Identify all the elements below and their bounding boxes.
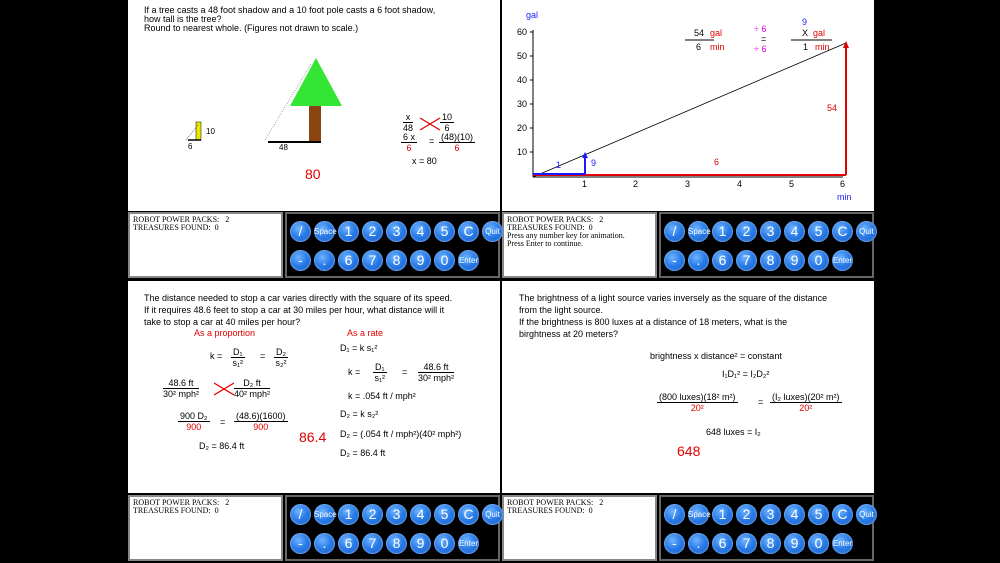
problem-text-line-1: The distance needed to stop a car varies directly with the square of its speed. — [144, 293, 453, 303]
key-0[interactable]: 0 — [808, 250, 829, 271]
key-8[interactable]: 8 — [760, 533, 781, 554]
x-tick-1: 1 — [582, 179, 588, 189]
status-box-bottom-right — [502, 495, 657, 561]
equals-sign: = — [429, 136, 435, 146]
pole-height-label: 10 — [206, 127, 215, 136]
rate-num: 54 — [694, 28, 705, 38]
rate-num-unit: gal — [710, 28, 723, 38]
problem-text-line-2: how tall is the tree? — [144, 14, 222, 24]
enter-key[interactable]: Enter — [832, 533, 853, 554]
divide-key[interactable]: / — [290, 221, 311, 242]
key-8[interactable]: 8 — [760, 250, 781, 271]
problem-text-line-3: Round to nearest whole. (Figures not drawn to scale.) — [144, 23, 359, 33]
rate-line-6: D₂ = 86.4 ft — [340, 448, 386, 458]
key-7[interactable]: 7 — [362, 533, 383, 554]
divide-key[interactable]: / — [664, 504, 685, 525]
answer-value: 80 — [305, 166, 321, 182]
key-7[interactable]: 7 — [736, 250, 757, 271]
x-tick-5: 5 — [789, 179, 795, 189]
key-7[interactable]: 7 — [362, 250, 383, 271]
key-8[interactable]: 8 — [386, 533, 407, 554]
problem-text-line-3: If the brightness is 800 luxes at a distance of 18 meters, what is the — [519, 317, 788, 327]
x-result-line: x = 80 — [412, 156, 437, 166]
decimal-key[interactable]: . — [314, 250, 335, 271]
animation-hint: Press any number key for animation. — [507, 231, 625, 240]
decimal-key[interactable]: . — [688, 533, 709, 554]
power-packs-row: ROBOT POWER PACKS: 2 — [507, 215, 604, 224]
result-num-unit: gal — [813, 28, 826, 38]
status-box-top-right — [502, 212, 657, 278]
key-1[interactable]: 1 — [338, 504, 359, 525]
answer-value: 86.4 — [299, 429, 327, 445]
key-6[interactable]: 6 — [712, 533, 733, 554]
key-5[interactable]: 5 — [808, 221, 829, 242]
cross-mult-x — [214, 381, 234, 397]
key-5[interactable]: 5 — [434, 221, 455, 242]
divide-key[interactable]: / — [664, 221, 685, 242]
rate-line-2-k: k = — [348, 367, 361, 377]
fraction-d1-s1sq: $\frac{\text{D₁}}{\text{s₁²}}$ — [232, 347, 244, 368]
rate-line-1: D₁ = k s₁² — [340, 343, 378, 353]
clear-key[interactable]: C — [458, 504, 479, 525]
rate-equals: = — [761, 34, 767, 44]
problem-text-line-2: from the light source. — [519, 305, 604, 315]
key-4[interactable]: 4 — [410, 221, 431, 242]
equation-1: brightness x distance² = constant — [650, 351, 782, 361]
power-packs-row: ROBOT POWER PACKS: 2 — [133, 498, 230, 507]
y-tick-30: 30 — [517, 99, 528, 109]
x-axis-unit: min — [837, 192, 852, 202]
run-label-big: 6 — [714, 157, 720, 167]
key-3[interactable]: 3 — [760, 221, 781, 242]
key-5[interactable]: 5 — [434, 504, 455, 525]
tree-canopy — [290, 58, 342, 106]
x-tick-3: 3 — [685, 179, 691, 189]
key-6[interactable]: 6 — [338, 533, 359, 554]
space-key[interactable]: Space — [688, 504, 709, 525]
key-9[interactable]: 9 — [410, 533, 431, 554]
key-4[interactable]: 4 — [410, 504, 431, 525]
fraction-d2-s2sq: $\frac{\text{D₂}}{\text{s₂²}}$ — [275, 347, 287, 368]
y-tick-50: 50 — [517, 51, 528, 61]
rate-line — [533, 43, 846, 177]
fraction-product-over-900: $\frac{(48.6)(1600)}{900}$ — [236, 411, 286, 432]
y-tick-40: 40 — [517, 75, 528, 85]
status-box-bottom-left — [128, 495, 283, 561]
rate-den: 6 — [696, 42, 702, 52]
minus-key[interactable]: - — [290, 250, 311, 271]
key-9[interactable]: 9 — [784, 533, 805, 554]
rate-line-5: D₂ = (.054 ft / mph²)(40² mph²) — [340, 429, 462, 439]
heading-proportion: As a proportion — [194, 328, 256, 338]
decimal-key[interactable]: . — [314, 533, 335, 554]
x-tick-6: 6 — [840, 179, 846, 189]
result-num: X — [802, 28, 809, 38]
clear-key[interactable]: C — [458, 221, 479, 242]
problem-text-line-1: The brightness of a light source varies inversely as the square of the distance — [519, 293, 828, 303]
key-3[interactable]: 3 — [386, 221, 407, 242]
key-1[interactable]: 1 — [338, 221, 359, 242]
rate-line-3: k = .054 ft / mph² — [348, 391, 416, 401]
panel-stopping-distance — [128, 281, 500, 493]
rate-line-4: D₂ = k s₂² — [340, 409, 379, 419]
key-1[interactable]: 1 — [712, 221, 733, 242]
rate-equals: = — [402, 367, 408, 377]
key-6[interactable]: 6 — [338, 250, 359, 271]
fraction-48-6-over-30sq: 48.6 ft 30² mph² — [163, 378, 200, 399]
rise-label-small: 9 — [591, 158, 597, 168]
key-7[interactable]: 7 — [736, 533, 757, 554]
quit-key[interactable]: Quit — [482, 221, 503, 242]
divide-key[interactable]: / — [290, 504, 311, 525]
key-0[interactable]: 0 — [434, 533, 455, 554]
equation-4: 648 luxes = I₂ — [706, 427, 761, 437]
problem-text-line-4: birghtness at 20 meters? — [519, 329, 619, 339]
fraction-10-over-6: $\frac{10}{6}$ — [442, 112, 453, 133]
enter-key[interactable]: Enter — [832, 250, 853, 271]
tree-trunk — [309, 106, 321, 142]
treasures-row: TREASURES FOUND: 0 — [133, 223, 219, 232]
divide-top: ÷ 6 — [754, 24, 767, 34]
pole — [196, 122, 201, 140]
rate-fraction-value: 48.6 ft 30² mph² — [418, 362, 455, 383]
keypad-top-left — [285, 212, 500, 278]
status-box-top-left — [128, 212, 283, 278]
keypad-bottom-left — [285, 495, 500, 561]
treasures-row: TREASURES FOUND: 0 — [133, 506, 219, 515]
key-2[interactable]: 2 — [736, 504, 757, 525]
rise-label-big: 54 — [827, 103, 838, 113]
quit-key[interactable]: Quit — [856, 504, 877, 525]
key-4[interactable]: 4 — [784, 221, 805, 242]
minus-key[interactable]: - — [290, 533, 311, 554]
key-9[interactable]: 9 — [784, 250, 805, 271]
fraction-48x10-over-6: $\frac{(48)(10)}{6}$ — [441, 132, 474, 153]
fraction-900d2-over-900: $\frac{\text{900 D₂}}{900}$ — [180, 411, 208, 432]
fraction-x-over-48: $\frac{x}{48}$ — [403, 112, 414, 133]
decimal-key[interactable]: . — [688, 250, 709, 271]
space-key[interactable]: Space — [314, 221, 335, 242]
fraction-6x-over-6: $\frac{6 x}{6}$ — [403, 132, 416, 153]
quit-key[interactable]: Quit — [856, 221, 877, 242]
clear-key[interactable]: C — [832, 221, 853, 242]
treasures-row: TREASURES FOUND: 0 — [507, 223, 593, 232]
problem-text-line-2: If it requires 48.6 feet to stop a car at 30 miles per hour, what distance will it — [144, 305, 445, 315]
x-tick-2: 2 — [633, 179, 639, 189]
heading-rate: As a rate — [347, 328, 384, 338]
problem-text-line-1: If a tree casts a 48 foot shadow and a 10 foot pole casts a 6 foot shadow, — [144, 5, 436, 15]
y-tick-60: 60 — [517, 27, 528, 37]
y-tick-20: 20 — [517, 123, 528, 133]
problem-text-line-3: take to stop a car at 40 miles per hour? — [144, 317, 301, 327]
rate-fraction-d1-s1sq: $\frac{\text{D₁}}{\text{s₁²}}$ — [374, 362, 386, 383]
result-den-unit: min — [815, 42, 830, 52]
space-key[interactable]: Space — [314, 504, 335, 525]
key-2[interactable]: 2 — [736, 221, 757, 242]
key-3[interactable]: 3 — [386, 504, 407, 525]
space-key[interactable]: Space — [688, 221, 709, 242]
panel-light-brightness — [502, 281, 874, 493]
treasures-row: TREASURES FOUND: 0 — [507, 506, 593, 515]
key-3[interactable]: 3 — [760, 504, 781, 525]
power-packs-row: ROBOT POWER PACKS: 2 — [133, 215, 230, 224]
key-2[interactable]: 2 — [362, 504, 383, 525]
equals-sign: = — [260, 351, 266, 361]
key-5[interactable]: 5 — [808, 504, 829, 525]
result-unit-rate: 9 — [802, 17, 808, 27]
enter-key[interactable]: Enter — [458, 250, 479, 271]
panel-tree-shadow — [128, 0, 500, 211]
rise-arrowhead-red — [843, 41, 849, 48]
answer-value: 648 — [677, 443, 701, 459]
key-4[interactable]: 4 — [784, 504, 805, 525]
key-0[interactable]: 0 — [808, 533, 829, 554]
equation-3-left: (800 luxes)(18² m²) 20² — [659, 392, 736, 413]
x-tick-4: 4 — [737, 179, 743, 189]
result-den: 1 — [803, 42, 809, 52]
keypad-top-right — [659, 212, 874, 278]
d2-result: D₂ = 86.4 ft — [199, 441, 245, 451]
k-label: k = — [210, 351, 223, 361]
y-tick-10: 10 — [517, 147, 528, 157]
keypad-bottom-right — [659, 495, 874, 561]
power-packs-row: ROBOT POWER PACKS: 2 — [507, 498, 604, 507]
rate-den-unit: min — [710, 42, 725, 52]
key-6[interactable]: 6 — [712, 250, 733, 271]
run-label-small: 1 — [556, 160, 562, 170]
minus-key[interactable]: - — [664, 533, 685, 554]
equation-3-equals: = — [758, 397, 764, 407]
key-0[interactable]: 0 — [434, 250, 455, 271]
minus-key[interactable]: - — [664, 250, 685, 271]
continue-hint: Press Enter to continue. — [507, 239, 583, 248]
fraction-d2-over-40sq: D₂ ft 40² mph² — [234, 378, 271, 399]
quit-key[interactable]: Quit — [482, 504, 503, 525]
tree-shadow-label: 48 — [279, 143, 288, 152]
key-9[interactable]: 9 — [410, 250, 431, 271]
clear-key[interactable]: C — [832, 504, 853, 525]
divide-bottom: ÷ 6 — [754, 44, 767, 54]
rise-arrowhead-blue — [582, 152, 588, 158]
equation-3-right: (I₂ luxes)(20² m²) 20² — [772, 392, 840, 413]
key-2[interactable]: 2 — [362, 221, 383, 242]
pole-shadow-label: 6 — [188, 142, 193, 151]
key-1[interactable]: 1 — [712, 504, 733, 525]
key-8[interactable]: 8 — [386, 250, 407, 271]
panel-rate-graph — [502, 0, 874, 211]
y-axis-unit: gal — [526, 10, 539, 20]
enter-key[interactable]: Enter — [458, 533, 479, 554]
equation-2: I₁D₁² = I₂D₂² — [722, 369, 770, 379]
equals-sign-2: = — [220, 417, 226, 427]
